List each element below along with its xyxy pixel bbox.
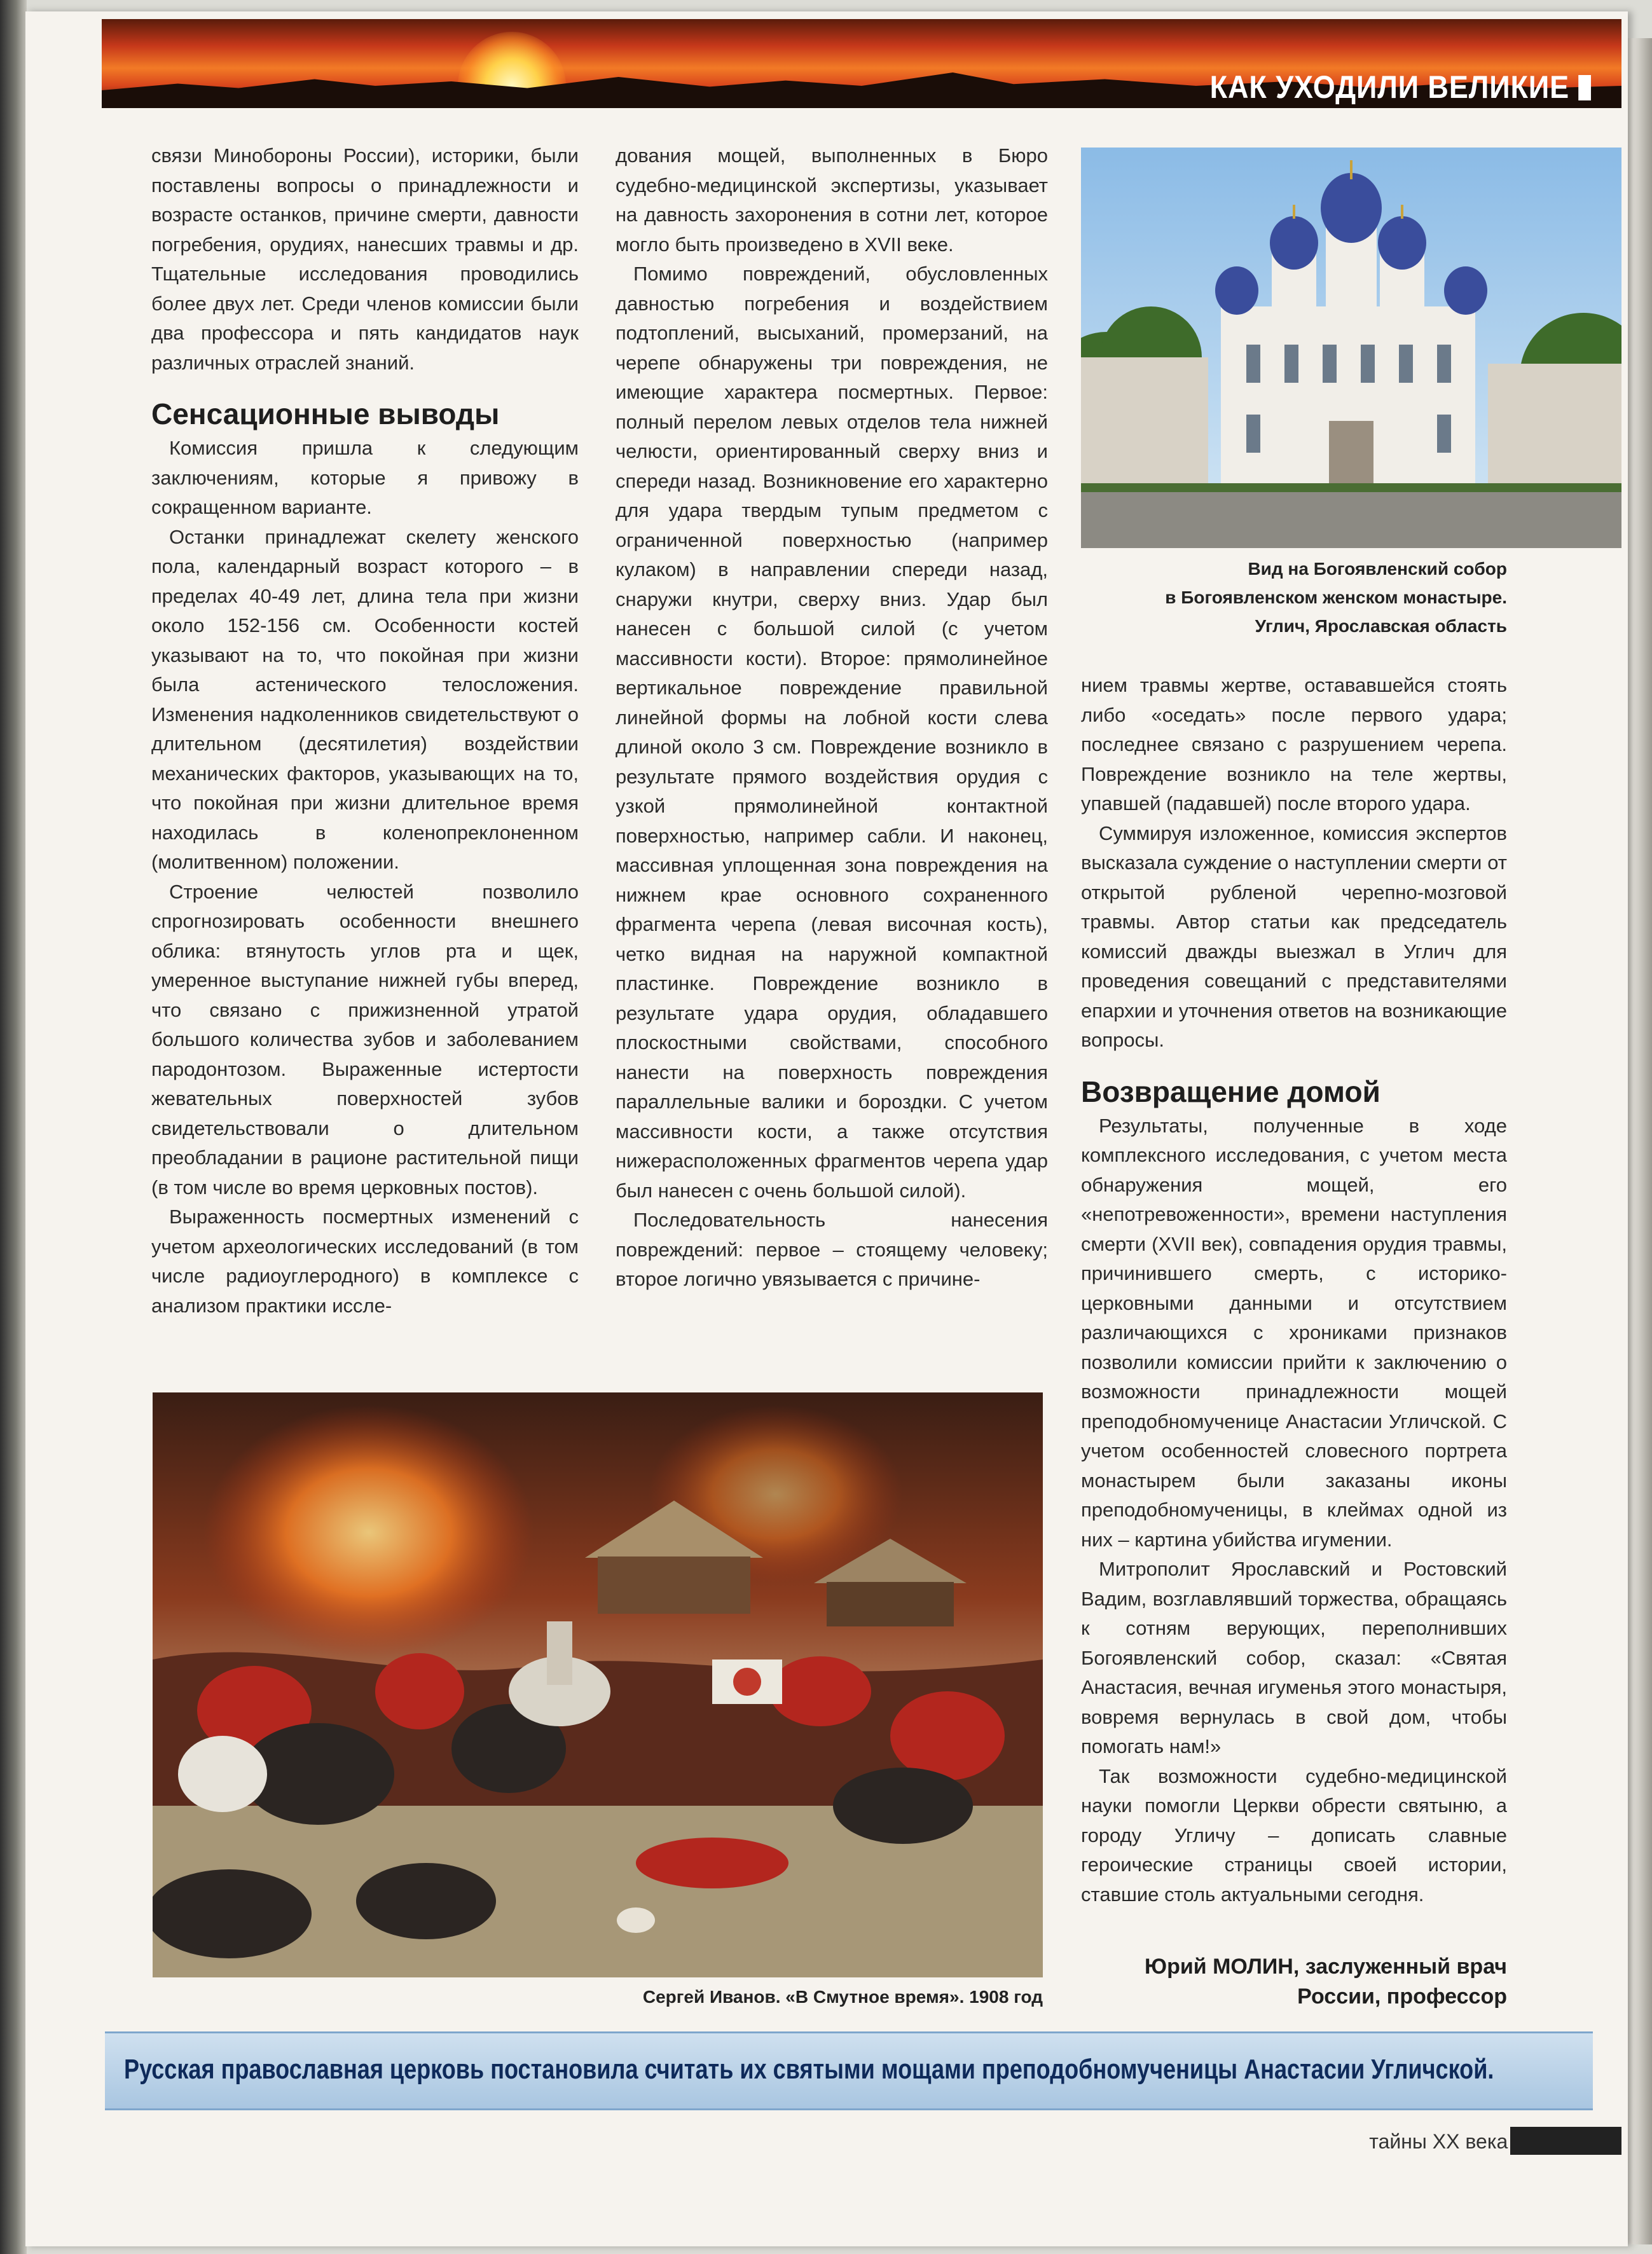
- cathedral-photo: [1081, 148, 1621, 548]
- cathedral-illustration: [1081, 148, 1621, 548]
- heading-sensational-findings: Сенсационные выводы: [151, 397, 500, 430]
- paragraph: Выраженность посмертных изменений с учетом археологических исследований (в том числе радиоуглеродного) в комплексе с анализом практики иссле-: [151, 1206, 579, 1317]
- magazine-name: тайны XX века: [1369, 2130, 1508, 2153]
- paragraph: Последовательность нанесения повреждений: первое – стоящему человеку; второе логично увязывается с причине-: [616, 1209, 1048, 1290]
- battle-painting-illustration: [153, 1392, 1043, 1977]
- author-line: Юрий МОЛИН, заслуженный врач: [1145, 1955, 1507, 1979]
- footer-quote-text: Русская православная церковь постановила считать их святыми мощами преподобномученицы Анастасии Угличской.: [124, 2054, 1494, 2085]
- folio-bar: [1510, 2127, 1621, 2155]
- paragraph: нием травмы жертве, остававшейся стоять либо «оседать» после первого удара; последнее связано с разрушением черепа. Повреждение возникло на теле жертвы, упавшей (падавшей) после второго удара.: [1081, 674, 1507, 814]
- sunset-header-banner: [102, 19, 1621, 108]
- paragraph: дования мощей, выполненных в Бюро судебно-медицинской экспертизы, указывает на давность захоронения в сотни лет, которое могло быть произведено в XVII веке.: [616, 144, 1048, 256]
- caption-line: в Богоявленском женском монастыре.: [1165, 588, 1507, 607]
- caption-line: Углич, Ярославская область: [1255, 616, 1507, 636]
- paragraph: связи Минобороны России), историки, были поставлены вопросы о принадлежности и возрасте останков, причине смерти, давности погребения, орудиях, нанесших травмы и др. Тщательные исследования проводились более двух лет. Среди членов комиссии были два профессора и пять кандидатов наук различных отраслей знаний.: [151, 144, 579, 374]
- paragraph: Результаты, полученные в ходе комплексного исследования, с учетом места обнаружения мощей, его «непотревоженности», времени наступления смерти (XVII век), совпадения орудия травмы, причинившего смерть, с историко-церковными данными и отсутствием различающихся с хрониками признаков позволили комиссии прийти к заключению о возможности принадлежности мощей преподобномученице Анастасии Угличской. С учетом особенностей словесного портрета монастырем были заказаны иконы преподобномученицы, в клеймах одной из них – картина убийства игумении.: [1081, 1114, 1507, 1551]
- section-title: КАК УХОДИЛИ ВЕЛИКИЕ: [1209, 69, 1591, 106]
- column-1: [151, 141, 579, 1321]
- heading-return-home: Возвращение домой: [1081, 1075, 1380, 1108]
- paragraph: Останки принадлежат скелету женского пола, календарный возраст которого – в пределах 40-49 лет, длина тела при жизни около 152-156 см. Особенности костей указывают на то, что покойная при жизни была астенического телосложения. Изменения надколенников свидетельствуют о длительном (десятилетия) воздействии механических факторов, указывающих на то, что покойная при жизни длительное время находилась в коленопреклоненном (молитвенном) положении.: [151, 525, 579, 873]
- paragraph: Митрополит Ярославский и Ростовский Вадим, возглавлявший торжества, обращаясь к сотням верующих, переполнивших Богоявленский собор, сказал: «Святая Анастасия, вечная игуменья этого монастыря, вовремя вернулась в свой дом, чтобы помогать нам!»: [1081, 1558, 1507, 1757]
- paragraph: Так возможности судебно-медицинской науки помогли Церкви обрести святыню, а городу Угличу – дописать славные героические страницы своей истории, ставшие столь актуальными сегодня.: [1081, 1764, 1507, 1906]
- paragraph: Строение челюстей позволило спрогнозировать особенности внешнего облика: втянутость углов рта и щек, умеренное выступание нижней губы вперед, что связано с прижизненной утратой большого количества зубов и заболеванием пародонтозом. Выраженные истертости жевательных поверхностей зубов свидетельствовали о длительном преобладании в рационе растительной пищи (в том числе во время церковных постов).: [151, 880, 579, 1199]
- article-author: [1081, 1952, 1507, 2012]
- painting-in-time-of-troubles: [153, 1392, 1043, 1977]
- footer-quote-banner: [105, 2031, 1593, 2110]
- painting-caption: Сергей Иванов. «В Смутное время». 1908 год: [642, 1987, 1043, 2007]
- column-2: [616, 141, 1048, 1295]
- paragraph: Комиссия пришла к следующим заключениям, которые я привожу в сокращенном варианте.: [151, 437, 579, 518]
- column-3: [1081, 671, 1507, 1909]
- caption-line: Вид на Богоявленский собор: [1248, 559, 1507, 579]
- cathedral-photo-caption: [1081, 554, 1507, 640]
- paragraph: Суммируя изложенное, комиссия экспертов высказала суждение о наступлении смерти от открытой рубленой черепно-мозговой травмы. Автор статьи как председатель комиссий дважды выезжал в Углич для проведения совещаний с представителями епархии и уточнения ответов на возникающие вопросы.: [1081, 821, 1507, 1051]
- paragraph: Помимо повреждений, обусловленных давностью погребения и воздействием подтоплений, высыханий, промерзаний, на черепе обнаружены три повреждения, не имеющие характера посмертных. Первое: полный перелом левых отделов тела нижней челюсти, ориентированный сверху вниз и спереди назад. Возникновение его характерно для удара твердым тупым предметом с ограниченной поверхностью (например кулаком) в направлении спереди назад, снаружи кнутри, сверху вниз. Удар был нанесен с большой силой (с учетом массивности кости). Второе: прямолинейное вертикальное повреждение правильной линейной формы на лобной кости слева длиной около 3 см. Повреждение возникло в результате прямого воздействия орудия с узкой прямолинейной контактной поверхностью, например сабли. И наконец, массивная уплощенная зона повреждения на нижнем крае основного сохраненного фрагмента черепа (левая височная кость), четко видная на наружной компактной пластинке. Повреждение возникло в результате удара орудия, обладавшего плоскостными свойствами, способного нанести на поверхность повреждения параллельные валики и бороздки. С учетом массивности кости, а также отсутствия нижерасположенных фрагментов черепа удар был нанесен с очень большой силой).: [616, 263, 1048, 1202]
- author-line: России, профессор: [1297, 1984, 1507, 2009]
- scan-left-edge: [0, 0, 27, 2254]
